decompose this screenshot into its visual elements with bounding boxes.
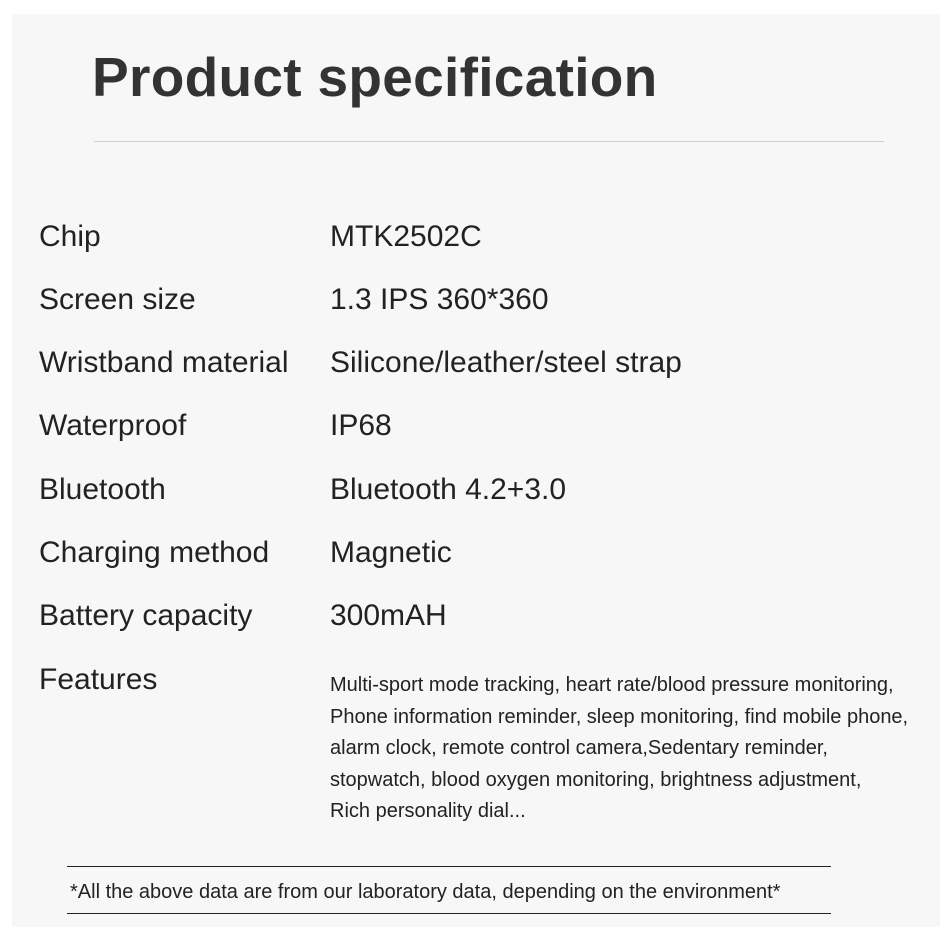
spec-value: Bluetooth 4.2+3.0: [330, 473, 567, 506]
spec-label: Battery capacity: [39, 599, 253, 632]
feature-line: alarm clock, remote control camera,Sedentary reminder,: [330, 737, 828, 760]
footer-top-rule: [67, 866, 831, 867]
title-divider: [94, 141, 884, 142]
spec-value: 300mAH: [330, 599, 447, 632]
spec-label: Charging method: [39, 536, 270, 569]
spec-row-screen-size: [39, 282, 929, 322]
feature-line: Multi-sport mode tracking, heart rate/blood pressure monitoring,: [330, 674, 894, 696]
spec-label: Bluetooth: [39, 473, 166, 506]
spec-row-battery-capacity: [39, 598, 929, 638]
footer-bottom-rule: [67, 913, 831, 914]
spec-row-bluetooth: [39, 472, 929, 512]
features-label: Features: [39, 663, 158, 696]
page-title: Product specification: [92, 46, 658, 108]
feature-line: stopwatch, blood oxygen monitoring, brightness adjustment,: [330, 768, 862, 791]
footer-note: *All the above data are from our laboratory data, depending on the environment*: [70, 881, 781, 903]
spec-label: Wristband material: [39, 346, 289, 379]
spec-value: MTK2502C: [330, 220, 482, 253]
spec-row-chip: [39, 219, 929, 259]
spec-row-waterproof: [39, 408, 929, 448]
spec-value: IP68: [330, 409, 392, 442]
spec-value: 1.3 IPS 360*360: [330, 283, 549, 316]
features-list: [330, 670, 950, 828]
feature-line: Rich personality dial...: [330, 800, 526, 823]
spec-value: Silicone/leather/steel strap: [330, 346, 682, 379]
spec-label: Waterproof: [39, 409, 187, 442]
spec-label: Screen size: [39, 283, 196, 316]
spec-label: Chip: [39, 220, 101, 253]
spec-row-charging-method: [39, 535, 929, 575]
spec-value: Magnetic: [330, 536, 452, 569]
feature-line: Phone information reminder, sleep monitoring, find mobile phone,: [330, 705, 909, 728]
spec-row-wristband-material: [39, 345, 929, 385]
